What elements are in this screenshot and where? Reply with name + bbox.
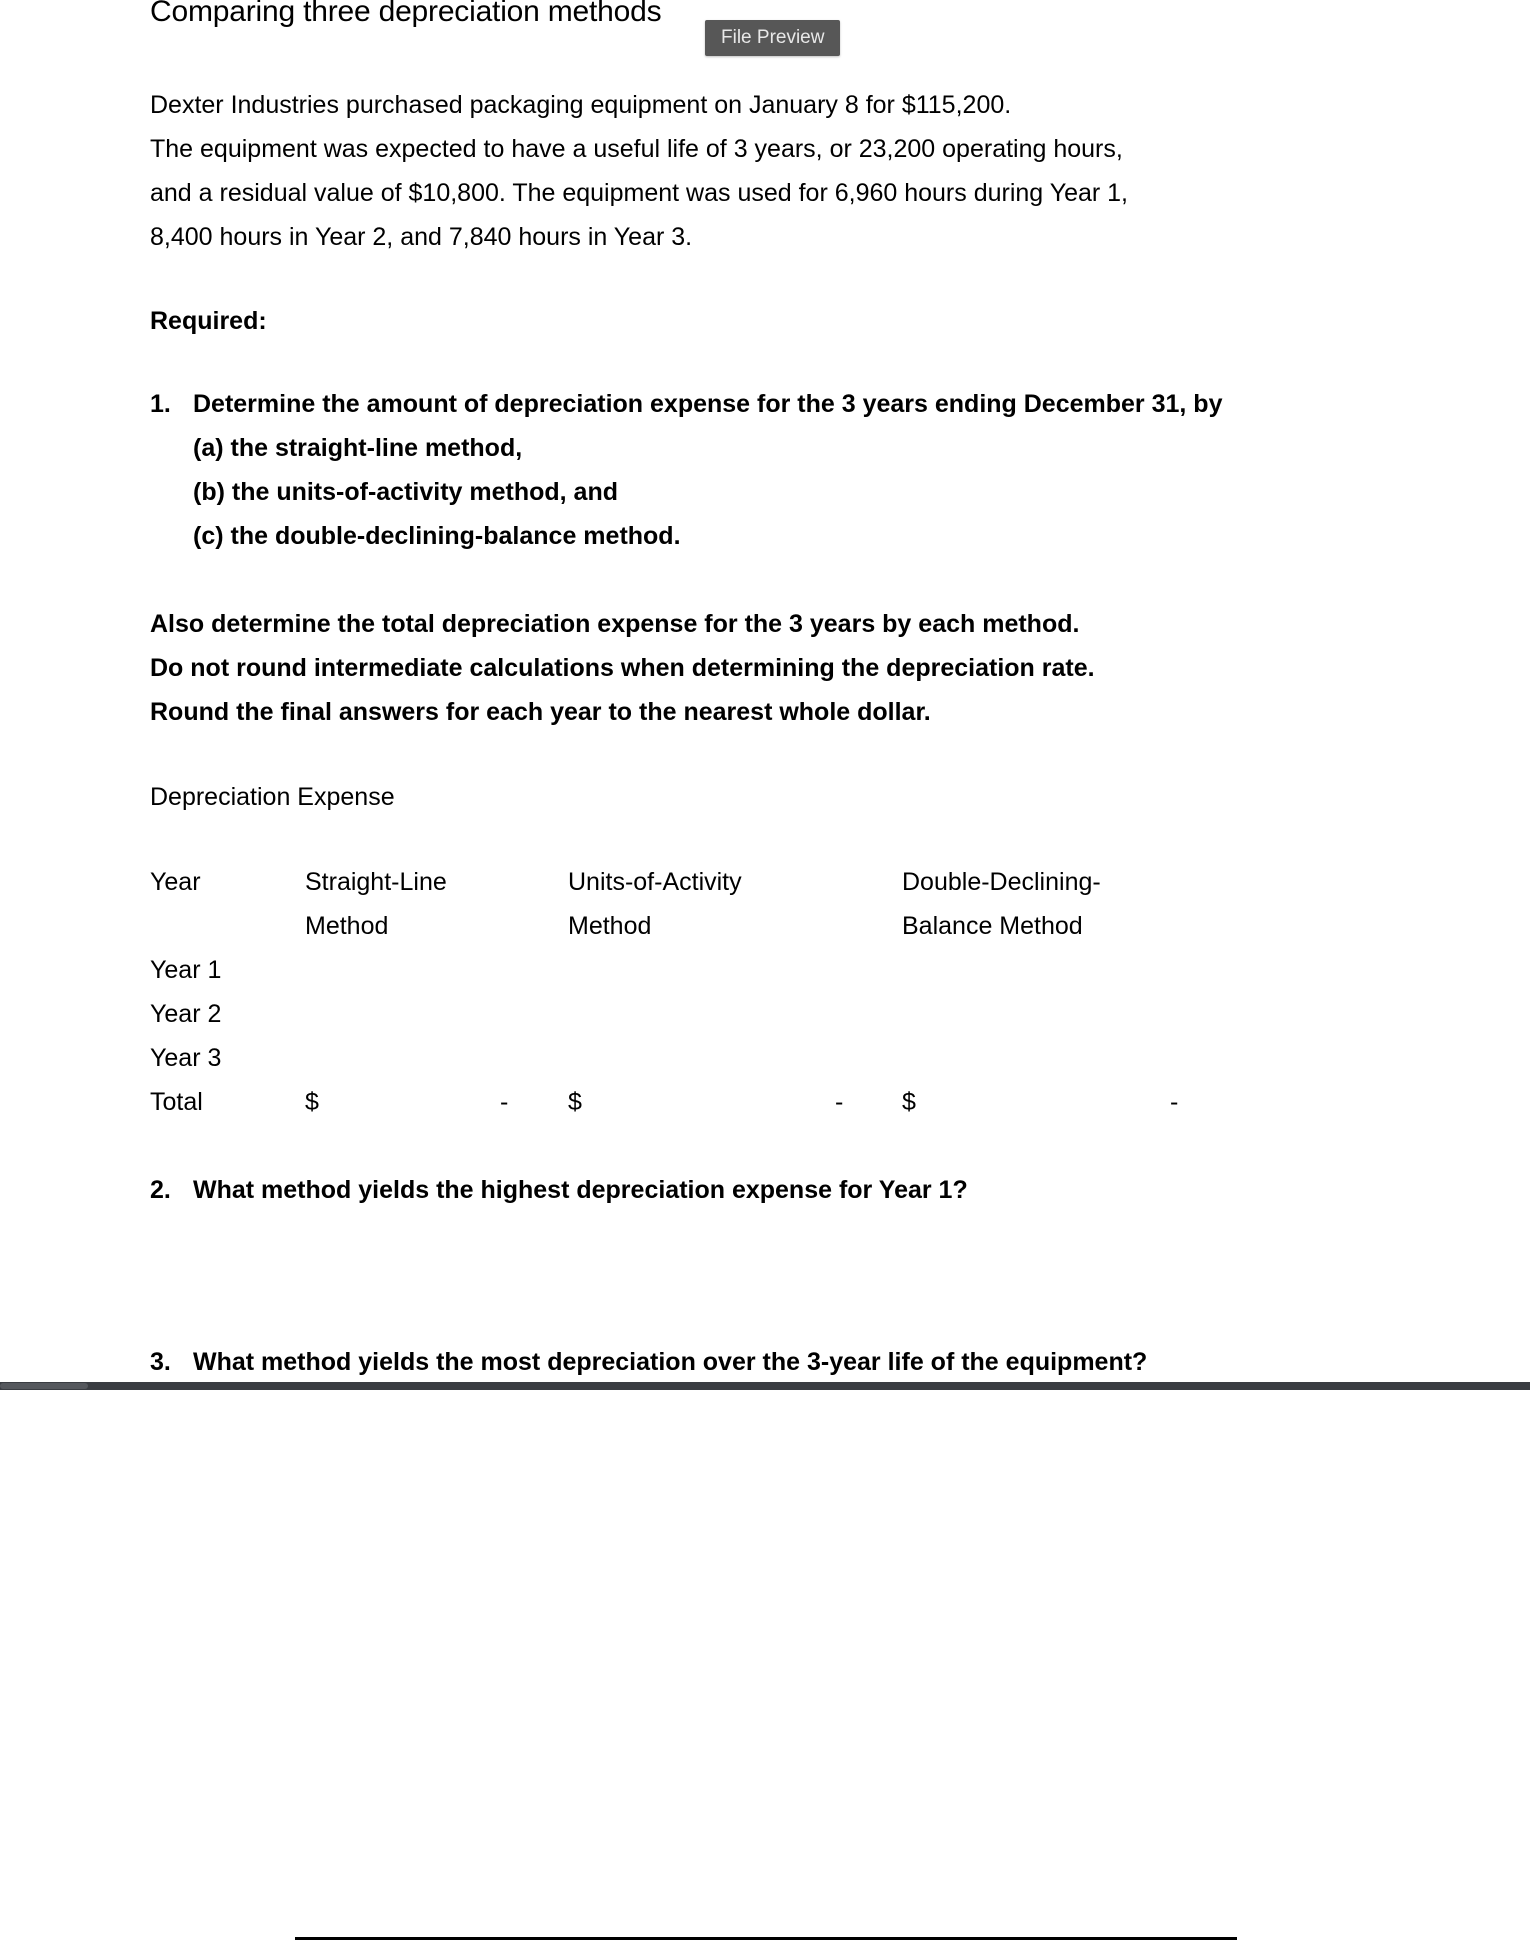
also-determine-paragraph — [150, 602, 1095, 734]
table-header-straight-line-2: Method — [305, 912, 389, 940]
table-header-double-declining-2: Balance Method — [902, 912, 1083, 940]
table-row-label-year-3: Year 3 — [150, 1044, 222, 1072]
table-row-label-total: Total — [150, 1088, 203, 1116]
question-1-text: Determine the amount of depreciation expense for the 3 years ending December 31, by — [193, 390, 1223, 418]
question-1-sub-b: (b) the units-of-activity method, and — [193, 478, 618, 506]
table-header-year: Year — [150, 868, 201, 896]
question-3-text: What method yields the most depreciation over the 3-year life of the equipment? — [193, 1348, 1148, 1376]
question-1-sub-a: (a) the straight-line method, — [193, 434, 523, 462]
required-label: Required: — [150, 307, 267, 335]
table-header-units-of-activity-2: Method — [568, 912, 652, 940]
table-total-value-2: - — [835, 1088, 844, 1116]
also-line-3: Round the final answers for each year to the nearest whole dollar. — [150, 698, 931, 726]
intro-line-1: Dexter Industries purchased packaging equipment on January 8 for $115,200. — [150, 91, 1012, 119]
file-preview-badge[interactable]: File Preview — [705, 20, 840, 56]
intro-line-4: 8,400 hours in Year 2, and 7,840 hours in Year 3. — [150, 223, 693, 251]
intro-line-3: and a residual value of $10,800. The equipment was used for 6,960 hours during Year 1, — [150, 179, 1129, 207]
intro-line-2: The equipment was expected to have a useful life of 3 years, or 23,200 operating hours, — [150, 135, 1123, 163]
page-title: Comparing three depreciation methods — [150, 0, 662, 28]
table-total-currency-1: $ — [305, 1088, 319, 1116]
scrollbar-thumb[interactable] — [0, 1383, 88, 1389]
question-1-sub-c: (c) the double-declining-balance method. — [193, 522, 681, 550]
also-line-2: Do not round intermediate calculations when determining the depreciation rate. — [150, 654, 1095, 682]
table-header-units-of-activity: Units-of-Activity — [568, 868, 742, 896]
table-row-label-year-2: Year 2 — [150, 1000, 222, 1028]
also-line-1: Also determine the total depreciation expense for the 3 years by each method. — [150, 610, 1080, 638]
question-2-marker: 2. — [150, 1176, 171, 1204]
table-caption: Depreciation Expense — [150, 783, 395, 811]
table-header-double-declining: Double-Declining- — [902, 868, 1101, 896]
question-2-text: What method yields the highest depreciation expense for Year 1? — [193, 1176, 968, 1204]
intro-paragraph — [150, 83, 1128, 259]
table-total-currency-3: $ — [902, 1088, 916, 1116]
table-total-value-3: - — [1170, 1088, 1179, 1116]
table-total-currency-2: $ — [568, 1088, 582, 1116]
question-3-marker: 3. — [150, 1348, 171, 1376]
table-header-straight-line: Straight-Line — [305, 868, 447, 896]
question-1-marker: 1. — [150, 390, 171, 418]
table-total-value-1: - — [500, 1088, 509, 1116]
bottom-scrollbar[interactable] — [0, 1382, 1530, 1390]
table-row-label-year-1: Year 1 — [150, 956, 222, 984]
